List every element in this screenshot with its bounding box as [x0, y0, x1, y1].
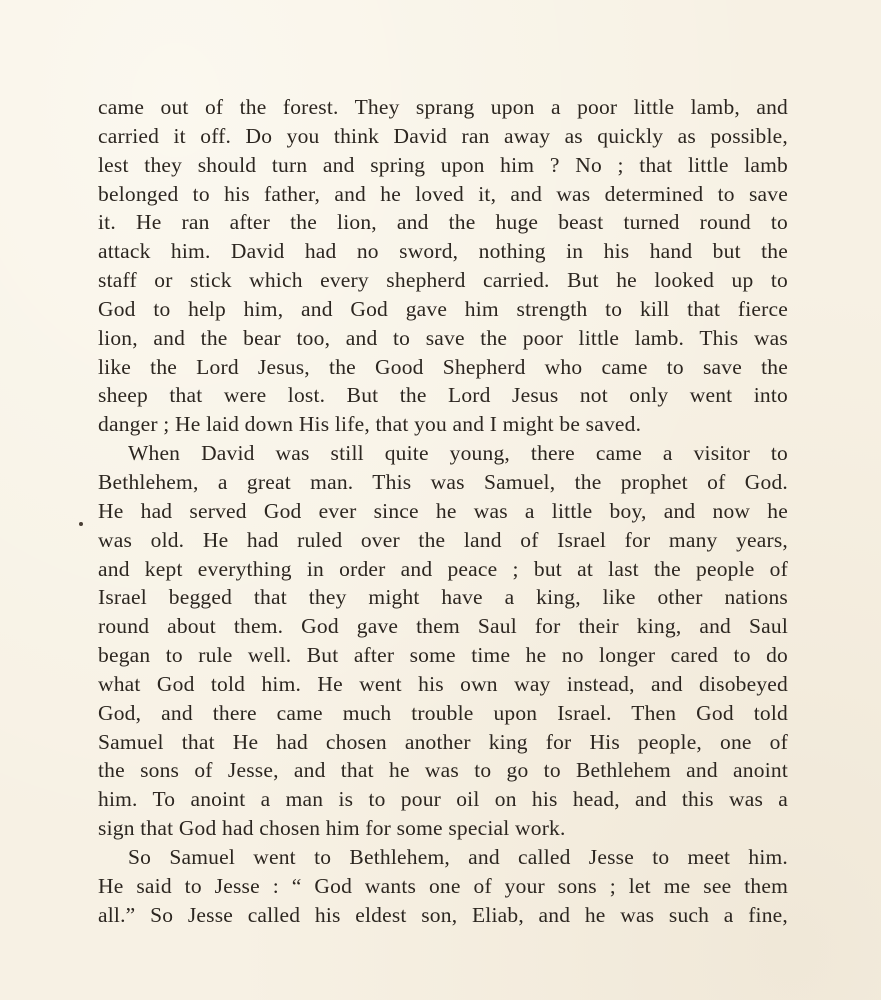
text-line: When David was still quite young, there came a visitor to — [128, 441, 788, 466]
text-line: staff or stick which every shepherd carried. But he looked up to — [98, 268, 788, 293]
text-line: Samuel that He had chosen another king for His people, one of — [98, 729, 788, 754]
text-line: began to rule well. But after some time he no longer cared to do — [98, 643, 788, 668]
text-line: what God told him. He went his own way instead, and disobeyed — [98, 671, 788, 696]
text-line: attack him. David had no sword, nothing in his hand but the — [98, 239, 788, 264]
body-text — [98, 93, 788, 929]
text-line: carried it off. Do you think David ran away as quickly as possible, — [98, 123, 788, 148]
text-line: came out of the forest. They sprang upon a poor little lamb, and — [98, 95, 788, 119]
text-line: was old. He had ruled over the land of Israel for many years, — [98, 527, 788, 552]
text-line: danger ; He laid down His life, that you and I might be saved. — [98, 412, 642, 437]
text-line: sign that God had chosen him for some special work. — [98, 816, 566, 841]
text-line: like the Lord Jesus, the Good Shepherd who came to save the — [98, 354, 788, 379]
text-line: God to help him, and God gave him strength to kill that fierce — [98, 296, 788, 321]
text-line: So Samuel went to Bethlehem, and called Jesse to meet him. — [128, 844, 788, 869]
text-line: Israel begged that they might have a king, like other nations — [98, 585, 788, 610]
text-line: round about them. God gave them Saul for their king, and Saul — [98, 614, 788, 639]
text-line: it. He ran after the lion, and the huge beast turned round to — [98, 210, 788, 235]
text-line: him. To anoint a man is to pour oil on his head, and this was a — [98, 787, 788, 812]
text-line: God, and there came much trouble upon Israel. Then God told — [98, 700, 788, 725]
ink-speck — [79, 522, 83, 526]
text-line: and kept everything in order and peace ; but at last the people of — [98, 556, 788, 581]
text-line: He said to Jesse : “ God wants one of your sons ; let me see them — [98, 873, 788, 898]
text-line: all.” So Jesse called his eldest son, Eliab, and he was such a fine, — [98, 902, 788, 927]
text-line: the sons of Jesse, and that he was to go to Bethlehem and anoint — [98, 758, 788, 783]
text-line: belonged to his father, and he loved it, and was determined to save — [98, 181, 788, 206]
text-line: sheep that were lost. But the Lord Jesus not only went into — [98, 383, 788, 408]
text-line: lest they should turn and spring upon him ? No ; that little lamb — [98, 152, 788, 177]
text-line: He had served God ever since he was a little boy, and now he — [98, 498, 788, 523]
text-line: Bethlehem, a great man. This was Samuel, the prophet of God. — [98, 469, 788, 494]
text-line: lion, and the bear too, and to save the poor little lamb. This was — [98, 325, 788, 350]
